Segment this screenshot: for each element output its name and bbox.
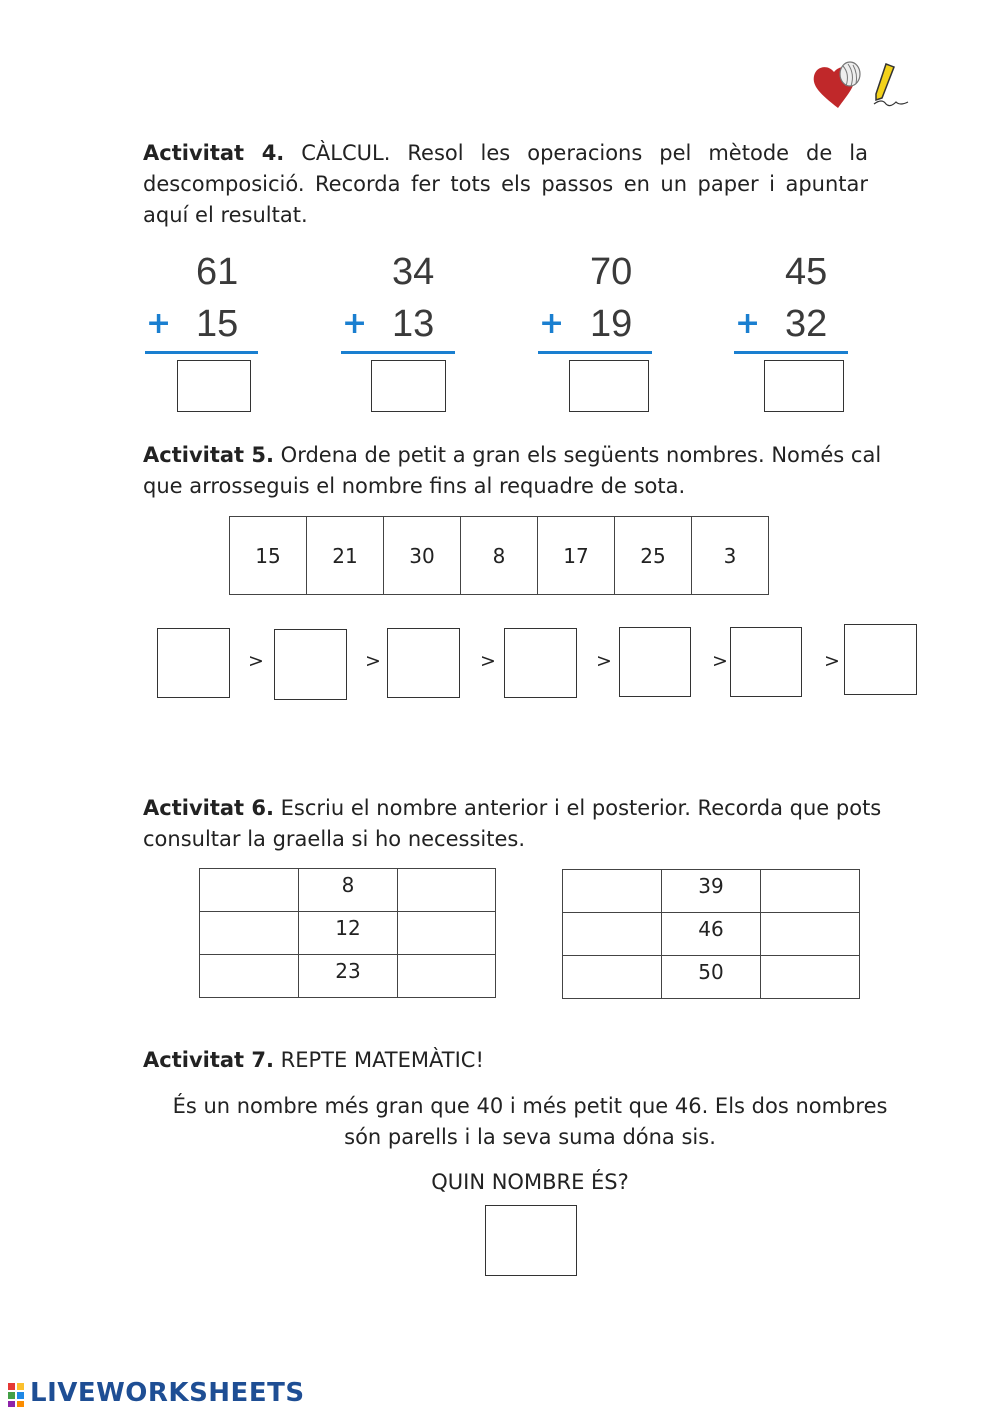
greater-than-sign: > [365, 650, 381, 672]
op4-underline [734, 351, 848, 354]
greater-than-sign: > [712, 650, 728, 672]
drop-target-box[interactable] [844, 624, 917, 695]
draggable-number[interactable]: 30 [383, 516, 461, 595]
op4-addend-b: 32 [785, 303, 828, 345]
answer-cell-after[interactable] [761, 956, 860, 999]
op3-plus-sign: + [539, 306, 565, 341]
neighbors-table-left [199, 868, 496, 998]
answer-cell-after[interactable] [398, 955, 496, 998]
answer-cell-after[interactable] [761, 870, 860, 913]
drop-target-box[interactable] [157, 628, 230, 698]
drop-target-box[interactable] [730, 627, 802, 697]
answer-cell-before[interactable] [563, 870, 662, 913]
challenge-line-1: És un nombre més gran que 40 i més petit que 46. Els dos nombres [172, 1094, 888, 1118]
given-number-cell: 46 [662, 913, 761, 956]
table-row [563, 870, 860, 913]
answer-cell-after[interactable] [398, 869, 496, 912]
answer-cell-after[interactable] [761, 913, 860, 956]
activity4-text: CÀLCUL. Resol les operacions pel mètode de la descomposició. Recorda fer tots els passos en un paper i apuntar aquí el resultat. [143, 141, 868, 227]
drop-target-box[interactable] [619, 627, 691, 697]
op1-underline [145, 351, 258, 354]
challenge-line-2: són parells i la seva suma dóna sis. [344, 1125, 716, 1149]
table-row [563, 956, 860, 999]
answer-cell-before[interactable] [200, 869, 299, 912]
neighbors-table-right [562, 869, 860, 999]
op1-addend-b: 15 [196, 303, 239, 345]
answer-cell-before[interactable] [200, 955, 299, 998]
liveworksheets-logo[interactable]: LIVEWORKSHEETS [30, 1378, 305, 1408]
op1-addend-a: 61 [196, 251, 239, 293]
op3-answer-box[interactable] [569, 360, 649, 412]
given-number-cell: 23 [299, 955, 398, 998]
greater-than-sign: > [480, 650, 496, 672]
greater-than-sign: > [596, 650, 612, 672]
challenge-answer-box[interactable] [485, 1205, 577, 1276]
table-row [200, 955, 496, 998]
draggable-number[interactable]: 17 [537, 516, 615, 595]
table-row [200, 869, 496, 912]
answer-cell-before[interactable] [563, 956, 662, 999]
activity6-instructions [143, 793, 923, 855]
op4-answer-box[interactable] [764, 360, 844, 412]
table-row [563, 913, 860, 956]
challenge-question: QUIN NOMBRE ÉS? [431, 1170, 629, 1194]
op1-plus-sign: + [146, 306, 172, 341]
activity6-text: Escriu el nombre anterior i el posterior. Recorda que pots consultar la graella si ho necessites. [143, 796, 882, 851]
op3-addend-b: 19 [590, 303, 633, 345]
activity4-title: Activitat 4. [143, 141, 285, 165]
op2-answer-box[interactable] [371, 360, 446, 412]
drop-target-box[interactable] [274, 629, 347, 700]
activity4-instructions [143, 138, 868, 231]
op2-plus-sign: + [342, 306, 368, 341]
activity5-instructions [143, 440, 923, 502]
activity7-title: Activitat 7. [143, 1048, 274, 1072]
activity5-text: Ordena de petit a gran els següents nombres. Només cal que arrosseguis el nombre fins al requadre de sota. [143, 443, 882, 498]
draggable-number[interactable]: 15 [229, 516, 307, 595]
op2-underline [341, 351, 455, 354]
given-number-cell: 39 [662, 870, 761, 913]
op4-addend-a: 45 [785, 251, 828, 293]
op3-addend-a: 70 [590, 251, 633, 293]
draggable-number[interactable]: 3 [691, 516, 769, 595]
answer-cell-before[interactable] [563, 913, 662, 956]
activity6-title: Activitat 6. [143, 796, 274, 820]
table-row [200, 912, 496, 955]
drop-target-box[interactable] [504, 628, 577, 698]
op1-answer-box[interactable] [177, 360, 251, 412]
answer-cell-after[interactable] [398, 912, 496, 955]
greater-than-sign: > [248, 650, 264, 672]
given-number-cell: 8 [299, 869, 398, 912]
activity7-text: REPTE MATEMÀTIC! [273, 1048, 484, 1072]
given-number-cell: 50 [662, 956, 761, 999]
op4-plus-sign: + [735, 306, 761, 341]
answer-cell-before[interactable] [200, 912, 299, 955]
activity5-title: Activitat 5. [143, 443, 274, 467]
number-bank [229, 516, 769, 595]
drop-target-box[interactable] [387, 628, 460, 698]
draggable-number[interactable]: 8 [460, 516, 538, 595]
activity7-heading [143, 1045, 923, 1076]
op2-addend-a: 34 [392, 251, 435, 293]
draggable-number[interactable]: 25 [614, 516, 692, 595]
draggable-number[interactable]: 21 [306, 516, 384, 595]
greater-than-sign: > [824, 650, 840, 672]
op2-addend-b: 13 [392, 303, 435, 345]
given-number-cell: 12 [299, 912, 398, 955]
op3-underline [538, 351, 652, 354]
pencil-icon [872, 62, 916, 110]
